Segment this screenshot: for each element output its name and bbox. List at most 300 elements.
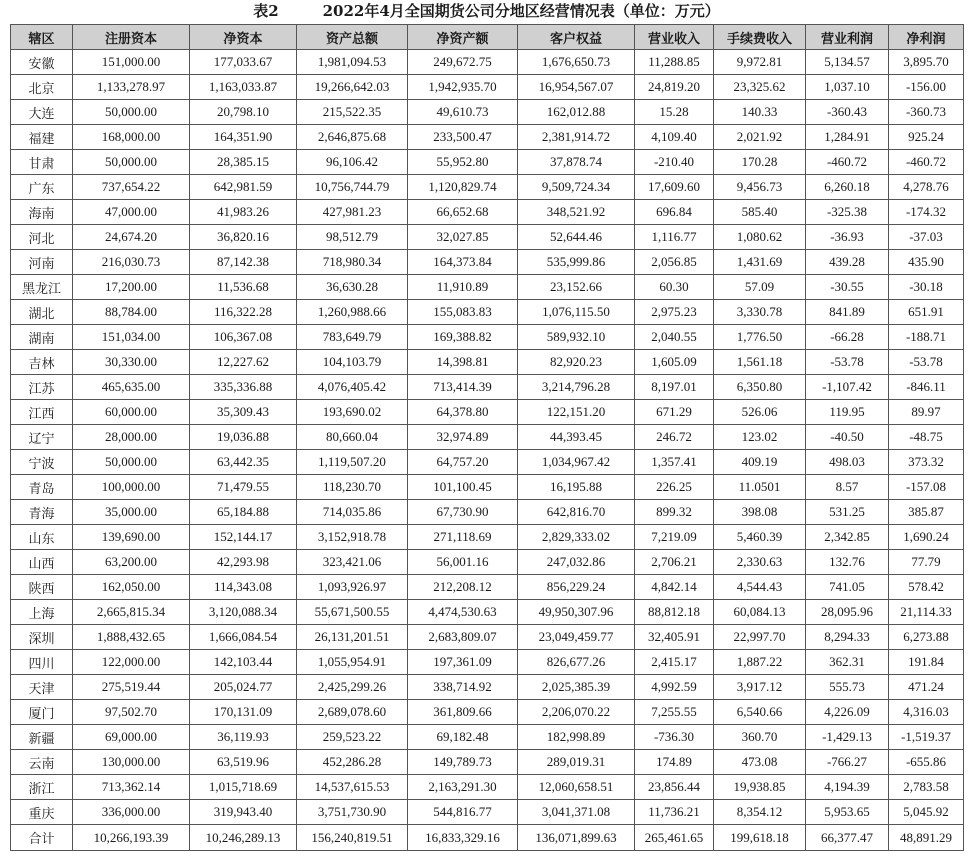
value-cell: 11,536.68 bbox=[190, 275, 297, 300]
value-cell: 2,330.63 bbox=[714, 550, 806, 575]
value-cell: 49,950,307.96 bbox=[518, 600, 635, 625]
table-row bbox=[11, 575, 964, 600]
value-cell: 50,000.00 bbox=[73, 450, 190, 475]
value-cell: 151,000.00 bbox=[73, 50, 190, 75]
value-cell: 1,133,278.97 bbox=[73, 75, 190, 100]
value-cell: -460.72 bbox=[806, 150, 889, 175]
region-cell: 海南 bbox=[11, 200, 73, 225]
value-cell: 65,184.88 bbox=[190, 500, 297, 525]
value-cell: 435.90 bbox=[889, 250, 964, 275]
table-row bbox=[11, 750, 964, 775]
value-cell: 2,706.21 bbox=[635, 550, 714, 575]
value-cell: 122,151.20 bbox=[518, 400, 635, 425]
column-header: 净利润 bbox=[889, 25, 964, 50]
value-cell: 98,512.79 bbox=[297, 225, 408, 250]
value-cell: 3,152,918.78 bbox=[297, 525, 408, 550]
region-cell: 黑龙江 bbox=[11, 275, 73, 300]
table-row bbox=[11, 425, 964, 450]
value-cell: 6,273.88 bbox=[889, 625, 964, 650]
value-cell: 498.03 bbox=[806, 450, 889, 475]
value-cell: 398.08 bbox=[714, 500, 806, 525]
value-cell: 15.28 bbox=[635, 100, 714, 125]
value-cell: 149,789.73 bbox=[408, 750, 518, 775]
value-cell: 60,000.00 bbox=[73, 400, 190, 425]
value-cell: 50,000.00 bbox=[73, 100, 190, 125]
value-cell: 10,266,193.39 bbox=[73, 825, 190, 851]
value-cell: 1,093,926.97 bbox=[297, 575, 408, 600]
value-cell: 142,103.44 bbox=[190, 650, 297, 675]
table-row bbox=[11, 550, 964, 575]
region-cell: 浙江 bbox=[11, 775, 73, 800]
value-cell: 35,309.43 bbox=[190, 400, 297, 425]
region-cell: 山西 bbox=[11, 550, 73, 575]
value-cell: 2,646,875.68 bbox=[297, 125, 408, 150]
value-cell: 30,330.00 bbox=[73, 350, 190, 375]
value-cell: 26,131,201.51 bbox=[297, 625, 408, 650]
value-cell: 139,690.00 bbox=[73, 525, 190, 550]
value-cell: 826,677.26 bbox=[518, 650, 635, 675]
value-cell: 1,120,829.74 bbox=[408, 175, 518, 200]
value-cell: 226.25 bbox=[635, 475, 714, 500]
value-cell: 1,357.41 bbox=[635, 450, 714, 475]
value-cell: 289,019.31 bbox=[518, 750, 635, 775]
value-cell: 4,992.59 bbox=[635, 675, 714, 700]
value-cell: 1,116.77 bbox=[635, 225, 714, 250]
value-cell: 20,798.10 bbox=[190, 100, 297, 125]
value-cell: 737,654.22 bbox=[73, 175, 190, 200]
value-cell: 140.33 bbox=[714, 100, 806, 125]
table-row bbox=[11, 625, 964, 650]
value-cell: 1,981,094.53 bbox=[297, 50, 408, 75]
value-cell: 52,644.46 bbox=[518, 225, 635, 250]
value-cell: 535,999.86 bbox=[518, 250, 635, 275]
value-cell: 4,278.76 bbox=[889, 175, 964, 200]
value-cell: 3,041,371.08 bbox=[518, 800, 635, 825]
region-cell: 大连 bbox=[11, 100, 73, 125]
table-row bbox=[11, 325, 964, 350]
value-cell: 23,152.66 bbox=[518, 275, 635, 300]
value-cell: 63,200.00 bbox=[73, 550, 190, 575]
table-row bbox=[11, 650, 964, 675]
value-cell: 119.95 bbox=[806, 400, 889, 425]
value-cell: -156.00 bbox=[889, 75, 964, 100]
value-cell: 233,500.47 bbox=[408, 125, 518, 150]
value-cell: 2,829,333.02 bbox=[518, 525, 635, 550]
value-cell: 8,354.12 bbox=[714, 800, 806, 825]
value-cell: 249,672.75 bbox=[408, 50, 518, 75]
value-cell: 4,194.39 bbox=[806, 775, 889, 800]
value-cell: 132.76 bbox=[806, 550, 889, 575]
value-cell: 164,373.84 bbox=[408, 250, 518, 275]
value-cell: 338,714.92 bbox=[408, 675, 518, 700]
value-cell: 168,000.00 bbox=[73, 125, 190, 150]
value-cell: 199,618.18 bbox=[714, 825, 806, 851]
value-cell: 265,461.65 bbox=[635, 825, 714, 851]
value-cell: 116,322.28 bbox=[190, 300, 297, 325]
value-cell: 427,981.23 bbox=[297, 200, 408, 225]
value-cell: -360.73 bbox=[889, 100, 964, 125]
value-cell: 19,036.88 bbox=[190, 425, 297, 450]
value-cell: 28,385.15 bbox=[190, 150, 297, 175]
value-cell: 1,888,432.65 bbox=[73, 625, 190, 650]
value-cell: 152,144.17 bbox=[190, 525, 297, 550]
value-cell: 319,943.40 bbox=[190, 800, 297, 825]
value-cell: 271,118.69 bbox=[408, 525, 518, 550]
value-cell: 11.0501 bbox=[714, 475, 806, 500]
value-cell: -30.18 bbox=[889, 275, 964, 300]
region-cell: 陕西 bbox=[11, 575, 73, 600]
value-cell: 362.31 bbox=[806, 650, 889, 675]
region-cell: 广东 bbox=[11, 175, 73, 200]
value-cell: 88,784.00 bbox=[73, 300, 190, 325]
table-row bbox=[11, 450, 964, 475]
value-cell: -460.72 bbox=[889, 150, 964, 175]
value-cell: -66.28 bbox=[806, 325, 889, 350]
value-cell: 2,025,385.39 bbox=[518, 675, 635, 700]
value-cell: 4,544.43 bbox=[714, 575, 806, 600]
column-header: 辖区 bbox=[11, 25, 73, 50]
value-cell: 36,630.28 bbox=[297, 275, 408, 300]
value-cell: 11,910.89 bbox=[408, 275, 518, 300]
column-header: 资产总额 bbox=[297, 25, 408, 50]
value-cell: 9,456.73 bbox=[714, 175, 806, 200]
value-cell: 841.89 bbox=[806, 300, 889, 325]
table-row bbox=[11, 400, 964, 425]
value-cell: 156,240,819.51 bbox=[297, 825, 408, 851]
value-cell: 55,671,500.55 bbox=[297, 600, 408, 625]
value-cell: 465,635.00 bbox=[73, 375, 190, 400]
value-cell: 101,100.45 bbox=[408, 475, 518, 500]
value-cell: 531.25 bbox=[806, 500, 889, 525]
region-cell: 合计 bbox=[11, 825, 73, 851]
value-cell: 471.24 bbox=[889, 675, 964, 700]
value-cell: 82,920.23 bbox=[518, 350, 635, 375]
table-row bbox=[11, 100, 964, 125]
value-cell: 193,690.02 bbox=[297, 400, 408, 425]
value-cell: 89.97 bbox=[889, 400, 964, 425]
column-header: 营业利润 bbox=[806, 25, 889, 50]
column-header: 营业收入 bbox=[635, 25, 714, 50]
value-cell: 2,683,809.07 bbox=[408, 625, 518, 650]
value-cell: 555.73 bbox=[806, 675, 889, 700]
table-body bbox=[11, 50, 964, 851]
value-cell: 205,024.77 bbox=[190, 675, 297, 700]
value-cell: 37,878.74 bbox=[518, 150, 635, 175]
header-row bbox=[11, 25, 964, 50]
value-cell: -210.40 bbox=[635, 150, 714, 175]
table-row bbox=[11, 800, 964, 825]
table-row bbox=[11, 525, 964, 550]
value-cell: 71,479.55 bbox=[190, 475, 297, 500]
value-cell: 323,421.06 bbox=[297, 550, 408, 575]
value-cell: 2,381,914.72 bbox=[518, 125, 635, 150]
value-cell: 48,891.29 bbox=[889, 825, 964, 851]
region-cell: 江西 bbox=[11, 400, 73, 425]
value-cell: 21,114.33 bbox=[889, 600, 964, 625]
value-cell: 104,103.79 bbox=[297, 350, 408, 375]
value-cell: 88,812.18 bbox=[635, 600, 714, 625]
table-row bbox=[11, 725, 964, 750]
region-cell: 湖南 bbox=[11, 325, 73, 350]
value-cell: -36.93 bbox=[806, 225, 889, 250]
value-cell: 3,917.12 bbox=[714, 675, 806, 700]
value-cell: 197,361.09 bbox=[408, 650, 518, 675]
value-cell: 56,001.16 bbox=[408, 550, 518, 575]
value-cell: 12,227.62 bbox=[190, 350, 297, 375]
value-cell: 2,021.92 bbox=[714, 125, 806, 150]
value-cell: 50,000.00 bbox=[73, 150, 190, 175]
value-cell: 2,206,070.22 bbox=[518, 700, 635, 725]
value-cell: 19,938.85 bbox=[714, 775, 806, 800]
value-cell: 170,131.09 bbox=[190, 700, 297, 725]
value-cell: 130,000.00 bbox=[73, 750, 190, 775]
value-cell: 177,033.67 bbox=[190, 50, 297, 75]
region-cell: 重庆 bbox=[11, 800, 73, 825]
value-cell: 17,609.60 bbox=[635, 175, 714, 200]
value-cell: 67,730.90 bbox=[408, 500, 518, 525]
value-cell: 1,055,954.91 bbox=[297, 650, 408, 675]
value-cell: 63,519.96 bbox=[190, 750, 297, 775]
value-cell: 473.08 bbox=[714, 750, 806, 775]
value-cell: 118,230.70 bbox=[297, 475, 408, 500]
value-cell: 216,030.73 bbox=[73, 250, 190, 275]
value-cell: 9,509,724.34 bbox=[518, 175, 635, 200]
region-cell: 吉林 bbox=[11, 350, 73, 375]
value-cell: 2,975.23 bbox=[635, 300, 714, 325]
value-cell: 247,032.86 bbox=[518, 550, 635, 575]
value-cell: 2,783.58 bbox=[889, 775, 964, 800]
value-cell: 1,037.10 bbox=[806, 75, 889, 100]
value-cell: 123.02 bbox=[714, 425, 806, 450]
value-cell: 32,405.91 bbox=[635, 625, 714, 650]
value-cell: 23,856.44 bbox=[635, 775, 714, 800]
value-cell: 3,120,088.34 bbox=[190, 600, 297, 625]
total-row bbox=[11, 825, 964, 851]
value-cell: 12,060,658.51 bbox=[518, 775, 635, 800]
value-cell: 42,293.98 bbox=[190, 550, 297, 575]
value-cell: 361,809.66 bbox=[408, 700, 518, 725]
value-cell: 3,214,796.28 bbox=[518, 375, 635, 400]
value-cell: 335,336.88 bbox=[190, 375, 297, 400]
value-cell: 8,197.01 bbox=[635, 375, 714, 400]
table-caption: 2022年4月全国期货公司分地区经营情况表（单位：万元） bbox=[322, 2, 720, 20]
region-cell: 云南 bbox=[11, 750, 73, 775]
value-cell: 1,676,650.73 bbox=[518, 50, 635, 75]
value-cell: 2,665,815.34 bbox=[73, 600, 190, 625]
value-cell: -157.08 bbox=[889, 475, 964, 500]
value-cell: 97,502.70 bbox=[73, 700, 190, 725]
value-cell: -53.78 bbox=[806, 350, 889, 375]
value-cell: 409.19 bbox=[714, 450, 806, 475]
region-cell: 甘肃 bbox=[11, 150, 73, 175]
value-cell: 24,819.20 bbox=[635, 75, 714, 100]
value-cell: 14,537,615.53 bbox=[297, 775, 408, 800]
value-cell: 44,393.45 bbox=[518, 425, 635, 450]
value-cell: 64,378.80 bbox=[408, 400, 518, 425]
value-cell: 5,045.92 bbox=[889, 800, 964, 825]
value-cell: 585.40 bbox=[714, 200, 806, 225]
value-cell: 2,163,291.30 bbox=[408, 775, 518, 800]
value-cell: -188.71 bbox=[889, 325, 964, 350]
region-cell: 天津 bbox=[11, 675, 73, 700]
value-cell: 69,000.00 bbox=[73, 725, 190, 750]
value-cell: 55,952.80 bbox=[408, 150, 518, 175]
value-cell: 24,674.20 bbox=[73, 225, 190, 250]
value-cell: 23,049,459.77 bbox=[518, 625, 635, 650]
table-row bbox=[11, 600, 964, 625]
value-cell: 1,690.24 bbox=[889, 525, 964, 550]
value-cell: 64,757.20 bbox=[408, 450, 518, 475]
value-cell: 6,260.18 bbox=[806, 175, 889, 200]
value-cell: -655.86 bbox=[889, 750, 964, 775]
value-cell: 8.57 bbox=[806, 475, 889, 500]
value-cell: 28,095.96 bbox=[806, 600, 889, 625]
value-cell: 14,398.81 bbox=[408, 350, 518, 375]
value-cell: 63,442.35 bbox=[190, 450, 297, 475]
value-cell: 2,342.85 bbox=[806, 525, 889, 550]
value-cell: 69,182.48 bbox=[408, 725, 518, 750]
region-cell: 河南 bbox=[11, 250, 73, 275]
value-cell: 162,050.00 bbox=[73, 575, 190, 600]
value-cell: 136,071,899.63 bbox=[518, 825, 635, 851]
value-cell: 439.28 bbox=[806, 250, 889, 275]
value-cell: 589,932.10 bbox=[518, 325, 635, 350]
region-cell: 湖北 bbox=[11, 300, 73, 325]
value-cell: 215,522.35 bbox=[297, 100, 408, 125]
value-cell: -174.32 bbox=[889, 200, 964, 225]
region-cell: 江苏 bbox=[11, 375, 73, 400]
region-cell: 新疆 bbox=[11, 725, 73, 750]
value-cell: 1,163,033.87 bbox=[190, 75, 297, 100]
region-cell: 福建 bbox=[11, 125, 73, 150]
value-cell: 259,523.22 bbox=[297, 725, 408, 750]
value-cell: 32,027.85 bbox=[408, 225, 518, 250]
value-cell: 151,034.00 bbox=[73, 325, 190, 350]
table-row bbox=[11, 250, 964, 275]
value-cell: 696.84 bbox=[635, 200, 714, 225]
value-cell: -736.30 bbox=[635, 725, 714, 750]
value-cell: 6,350.80 bbox=[714, 375, 806, 400]
value-cell: 1,015,718.69 bbox=[190, 775, 297, 800]
value-cell: 4,842.14 bbox=[635, 575, 714, 600]
value-cell: 41,983.26 bbox=[190, 200, 297, 225]
value-cell: 170.28 bbox=[714, 150, 806, 175]
region-cell: 辽宁 bbox=[11, 425, 73, 450]
value-cell: 246.72 bbox=[635, 425, 714, 450]
value-cell: 77.79 bbox=[889, 550, 964, 575]
value-cell: 36,119.93 bbox=[190, 725, 297, 750]
table-row bbox=[11, 175, 964, 200]
value-cell: -37.03 bbox=[889, 225, 964, 250]
value-cell: 360.70 bbox=[714, 725, 806, 750]
value-cell: -846.11 bbox=[889, 375, 964, 400]
value-cell: 651.91 bbox=[889, 300, 964, 325]
value-cell: 642,981.59 bbox=[190, 175, 297, 200]
value-cell: 1,887.22 bbox=[714, 650, 806, 675]
value-cell: 2,056.85 bbox=[635, 250, 714, 275]
value-cell: 87,142.38 bbox=[190, 250, 297, 275]
table-row bbox=[11, 225, 964, 250]
table-row bbox=[11, 125, 964, 150]
value-cell: 96,106.42 bbox=[297, 150, 408, 175]
value-cell: 19,266,642.03 bbox=[297, 75, 408, 100]
value-cell: 162,012.88 bbox=[518, 100, 635, 125]
value-cell: 1,260,988.66 bbox=[297, 300, 408, 325]
value-cell: 182,998.89 bbox=[518, 725, 635, 750]
region-cell: 上海 bbox=[11, 600, 73, 625]
region-cell: 北京 bbox=[11, 75, 73, 100]
column-header: 客户权益 bbox=[518, 25, 635, 50]
value-cell: 11,736.21 bbox=[635, 800, 714, 825]
table-row bbox=[11, 200, 964, 225]
value-cell: 526.06 bbox=[714, 400, 806, 425]
table-row bbox=[11, 675, 964, 700]
value-cell: 1,080.62 bbox=[714, 225, 806, 250]
value-cell: 164,351.90 bbox=[190, 125, 297, 150]
regional-operations-table bbox=[10, 24, 964, 851]
value-cell: -40.50 bbox=[806, 425, 889, 450]
value-cell: 2,040.55 bbox=[635, 325, 714, 350]
value-cell: 3,751,730.90 bbox=[297, 800, 408, 825]
value-cell: 49,610.73 bbox=[408, 100, 518, 125]
value-cell: 2,415.17 bbox=[635, 650, 714, 675]
value-cell: 6,540.66 bbox=[714, 700, 806, 725]
value-cell: 2,689,078.60 bbox=[297, 700, 408, 725]
value-cell: 4,076,405.42 bbox=[297, 375, 408, 400]
table-number: 表2 bbox=[253, 2, 279, 20]
value-cell: 856,229.24 bbox=[518, 575, 635, 600]
table-row bbox=[11, 75, 964, 100]
value-cell: 106,367.08 bbox=[190, 325, 297, 350]
region-cell: 青海 bbox=[11, 500, 73, 525]
value-cell: 713,414.39 bbox=[408, 375, 518, 400]
table-row bbox=[11, 300, 964, 325]
value-cell: 578.42 bbox=[889, 575, 964, 600]
value-cell: -766.27 bbox=[806, 750, 889, 775]
value-cell: -53.78 bbox=[889, 350, 964, 375]
value-cell: 191.84 bbox=[889, 650, 964, 675]
value-cell: 16,195.88 bbox=[518, 475, 635, 500]
value-cell: 373.32 bbox=[889, 450, 964, 475]
value-cell: 1,076,115.50 bbox=[518, 300, 635, 325]
value-cell: -48.75 bbox=[889, 425, 964, 450]
value-cell: 10,756,744.79 bbox=[297, 175, 408, 200]
value-cell: 57.09 bbox=[714, 275, 806, 300]
region-cell: 宁波 bbox=[11, 450, 73, 475]
value-cell: 17,200.00 bbox=[73, 275, 190, 300]
value-cell: 80,660.04 bbox=[297, 425, 408, 450]
table-row bbox=[11, 350, 964, 375]
value-cell: 925.24 bbox=[889, 125, 964, 150]
region-cell: 四川 bbox=[11, 650, 73, 675]
column-header: 注册资本 bbox=[73, 25, 190, 50]
table-row bbox=[11, 50, 964, 75]
value-cell: 385.87 bbox=[889, 500, 964, 525]
value-cell: -325.38 bbox=[806, 200, 889, 225]
column-header: 手续费收入 bbox=[714, 25, 806, 50]
value-cell: -1,107.42 bbox=[806, 375, 889, 400]
value-cell: 16,833,329.16 bbox=[408, 825, 518, 851]
value-cell: 66,652.68 bbox=[408, 200, 518, 225]
value-cell: 66,377.47 bbox=[806, 825, 889, 851]
value-cell: 5,460.39 bbox=[714, 525, 806, 550]
value-cell: 741.05 bbox=[806, 575, 889, 600]
value-cell: 5,134.57 bbox=[806, 50, 889, 75]
table-title bbox=[0, 0, 973, 24]
value-cell: 3,330.78 bbox=[714, 300, 806, 325]
value-cell: -1,429.13 bbox=[806, 725, 889, 750]
value-cell: 4,226.09 bbox=[806, 700, 889, 725]
